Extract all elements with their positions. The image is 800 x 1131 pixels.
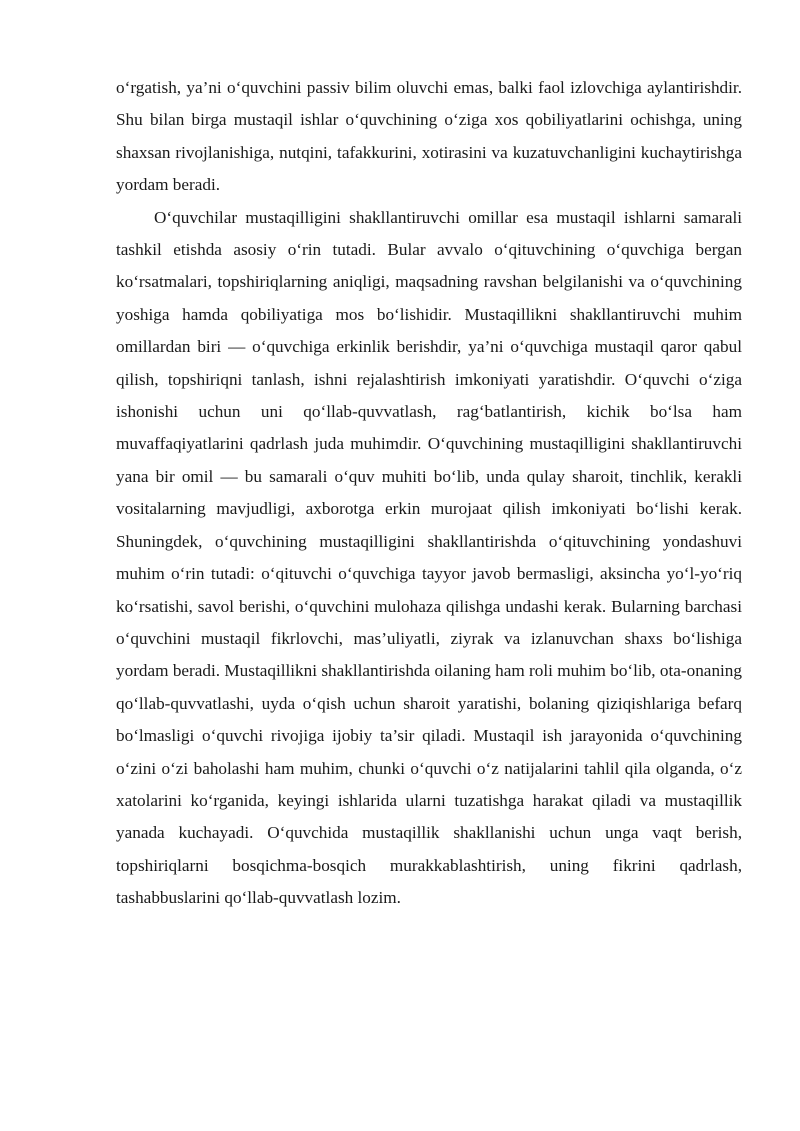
document-page [116, 72, 742, 915]
paragraph-omillar: O‘quvchilar mustaqilligini shakllantiruvchi omillar esa mustaqil ishlarni samarali tashkil etishda asosiy o‘rin tutadi. Bular avvalo o‘qituvchining o‘quvchiga bergan ko‘rsatmalari, topshiriqlarning aniqligi, maqsadning ravshan belgilanishi va o‘quvchining yoshiga hamda qobiliyatiga mos bo‘lishidir. Mustaqillikni shakllantiruvchi muhim omillardan biri — o‘quvchiga erkinlik berishdir, ya’ni o‘quvchiga mustaqil qaror qabul qilish, topshiriqni tanlash, ishni rejalashtirish imkoniyati yaratishdir. O‘quvchi o‘ziga ishonishi uchun uni qo‘llab-quvvatlash, rag‘batlantirish, kichik bo‘lsa ham muvaffaqiyatlarini qadrlash juda muhimdir. O‘quvchining mustaqilligini shakllantiruvchi yana bir omil — bu samarali o‘quv muhiti bo‘lib, unda qulay sharoit, tinchlik, kerakli vositalarning mavjudligi, axborotga erkin murojaat qilish imkoniyati bo‘lishi kerak. Shuningdek, o‘quvchining mustaqilligini shakllantirishda o‘qituvchining yondashuvi muhim o‘rin tutadi: o‘qituvchi o‘quvchiga tayyor javob bermasligi, aksincha yo‘l-yo‘riq ko‘rsatishi, savol berishi, o‘quvchini mulohaza qilishga undashi kerak. Bularning barchasi o‘quvchini mustaqil fikrlovchi, mas’uliyatli, ziyrak va izlanuvchan shaxs bo‘lishiga yordam beradi. Mustaqillikni shakllantirishda oilaning ham roli muhim bo‘lib, ota-onaning qo‘llab-quvvatlashi, uyda o‘qish uchun sharoit yaratishi, bolaning qiziqishlariga befarq bo‘lmasligi o‘quvchi rivojiga ijobiy ta’sir qiladi. Mustaqil ish jarayonida o‘quvchining o‘zini o‘zi baholashi ham muhim, chunki o‘quvchi o‘z natijalarini tahlil qila olganda, o‘z xatolarini ko‘rganida, keyingi ishlarida ularni tuzatishga harakat qiladi va mustaqillik yanada kuchayadi. O‘quvchida mustaqillik shakllanishi uchun unga vaqt berish, topshiriqlarni bosqichma-bosqich murakkablashtirish, uning fikrini qadrlash, tashabbuslarini qo‘llab-quvvatlash lozim. [116, 207, 742, 908]
paragraph-continuation: o‘rgatish, ya’ni o‘quvchini passiv bilim oluvchi emas, balki faol izlovchiga aylantirishdir. Shu bilan birga mustaqil ishlar o‘quvchining o‘ziga xos qobiliyatlarini ochishga, uning shaxsan rivojlanishiga, nutqini, tafakkurini, xotirasini va kuzatuvchanligini kuchaytirishga yordam beradi. [116, 78, 742, 195]
